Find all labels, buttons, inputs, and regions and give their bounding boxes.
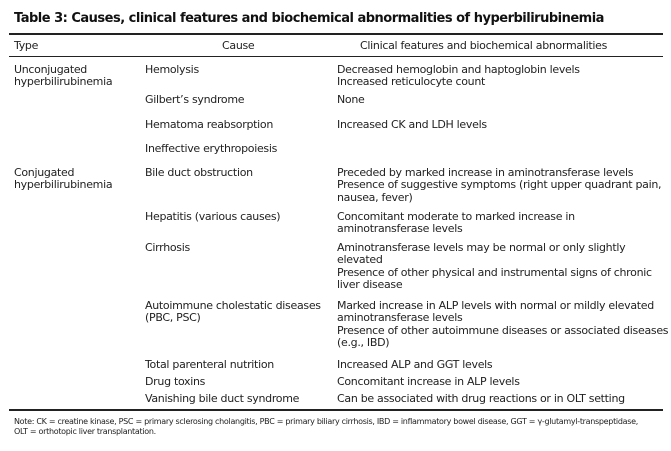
row-11-cause-cell [145,393,299,405]
row-6-cause-cell [145,211,280,223]
row-9-cause-cell [145,359,274,371]
row-8-features-line: Presence of other autoimmune diseases or associated diseases [337,323,669,337]
note-line: Note: CK = creatine kinase, PSC = primary sclerosing cholangitis, PBC = primary biliary cirrhosis, IBD = inflammatory bowel disease, GGT = γ-glutamyl-transpeptidase, [14,417,638,426]
header-type: Type [14,39,39,52]
row-6-features-line: aminotransferase levels [337,222,463,236]
row-8-features-line: aminotransferase levels [337,311,463,325]
row-3-cause-line: Hematoma reabsorption [145,118,273,131]
row-7-features-line: elevated [337,253,383,267]
row-5-features-line: Preceded by marked increase in aminotransferase levels [337,166,634,179]
row-8-features-line: Marked increase in ALP levels with normal or mildly elevated [337,299,654,312]
row-5-features-line: nausea, fever) [337,190,413,204]
bottom-rule [9,409,663,411]
row-10-cause-line: Drug toxins [145,375,206,388]
row-6-features-cell [337,211,575,236]
row-7-features-line: liver disease [337,277,403,291]
row-2-features-line: None [337,93,365,106]
top-rule [9,33,663,35]
row-7-cause-line: Cirrhosis [145,241,190,254]
row-1-type-cell [14,64,112,89]
row-8-features-line: (e.g., IBD) [337,335,390,349]
row-5-features-cell [337,167,661,204]
row-9-features-line: Increased ALP and GGT levels [337,358,493,371]
row-1-type-line: Unconjugated [14,63,87,76]
table-title: Table 3: Causes, clinical features and biochemical abnormalities of hyperbilirubinemia [14,11,604,26]
row-5-cause-line: Bile duct obstruction [145,166,253,179]
header-rule [9,56,663,57]
row-8-cause-cell [145,300,321,325]
row-7-features-line: Presence of other physical and instrumental signs of chronic [337,265,652,279]
row-10-features-line: Concomitant increase in ALP levels [337,375,520,388]
row-3-features-cell [337,119,487,131]
table-note [14,417,664,437]
row-5-type-cell [14,167,112,192]
row-1-cause-line: Hemolysis [145,63,199,76]
row-11-cause-line: Vanishing bile duct syndrome [145,392,300,405]
row-2-features-cell [337,94,365,106]
note-line: OLT = orthotopic liver transplantation. [14,427,156,436]
row-9-features-cell [337,359,492,371]
row-8-cause-line: (PBC, PSC) [145,311,201,325]
row-5-features-line: Presence of suggestive symptoms (right upper quadrant pain, [337,178,662,192]
row-11-features-cell [337,393,625,405]
row-1-features-cell [337,64,580,89]
row-3-cause-cell [145,119,273,131]
row-5-cause-cell [145,167,253,179]
row-9-cause-line: Total parenteral nutrition [145,358,274,371]
row-11-features-line: Can be associated with drug reactions or in OLT setting [337,392,625,405]
row-4-cause-cell [145,143,277,155]
row-3-features-line: Increased CK and LDH levels [337,118,487,131]
row-2-cause-line: Gilbert’s syndrome [145,93,245,106]
header-cause: Cause [222,39,255,52]
row-7-cause-cell [145,242,190,254]
row-6-features-line: Concomitant moderate to marked increase in [337,210,575,223]
row-8-cause-line: Autoimmune cholestatic diseases [145,299,321,312]
row-6-cause-line: Hepatitis (various causes) [145,210,281,223]
row-10-cause-cell [145,376,205,388]
row-10-features-cell [337,376,520,388]
header-features: Clinical features and biochemical abnormalities [360,39,608,52]
row-1-features-line: Decreased hemoglobin and haptoglobin levels [337,63,580,76]
row-4-cause-line: Ineffective erythropoiesis [145,142,278,155]
row-7-features-cell [337,242,652,291]
row-7-features-line: Aminotransferase levels may be normal or only slightly [337,241,626,254]
row-5-type-line: hyperbilirubinemia [14,178,113,192]
row-5-type-line: Conjugated [14,166,75,179]
row-1-features-line: Increased reticulocyte count [337,75,486,89]
row-1-type-line: hyperbilirubinemia [14,75,113,89]
row-2-cause-cell [145,94,244,106]
row-8-features-cell [337,300,668,349]
row-1-cause-cell [145,64,199,76]
